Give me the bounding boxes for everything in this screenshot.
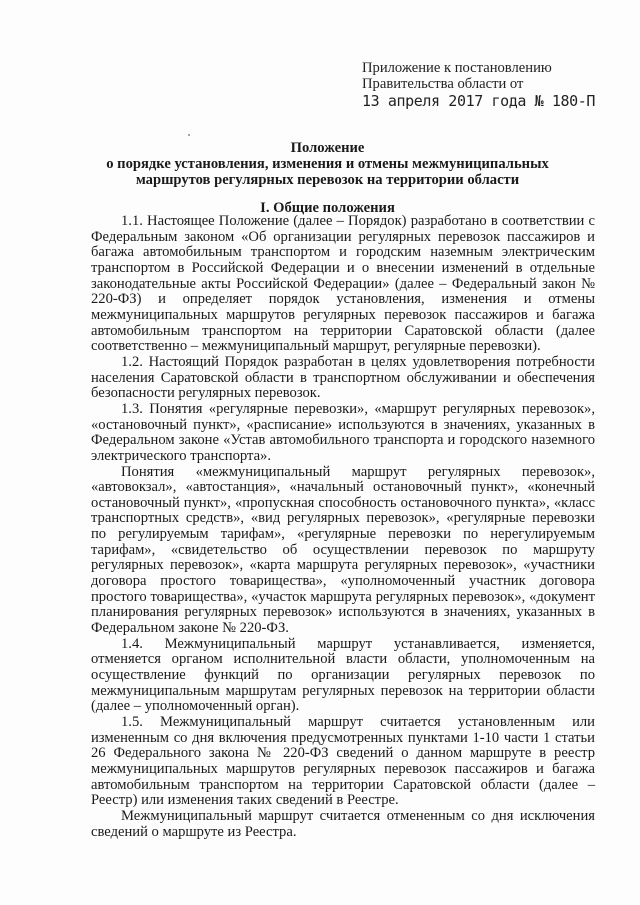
- annex-line-2: Правительства области от: [362, 76, 524, 92]
- annex-date-number: 13 апреля 2017 года № 180-П: [362, 92, 596, 110]
- scan-speck: [188, 134, 190, 136]
- paragraph-1-3: 1.3. Понятия «регулярные перевозки», «маршрут регулярных перевозок», «остановочный пункт», «расписание» используются в значениях, указанных в Федеральном законе «Устав автомобильного транспорта и городского наземного электрического транспорта».: [91, 400, 595, 464]
- paragraph-1-3-cont: Понятия «межмуниципальный маршрут регулярных перевозок», «автовокзал», «автостанция», «начальный остановочный пункт», «конечный остановочный пункт», «пропускная способность остановочного пункта», «класс транспортных средств», «вид регулярных перевозок», «регулярные перевозки по регулируемым тарифам», «регулярные перевозки по нерегулируемым тарифам», «свидетельство об осуществлении перевозок по маршруту регулярных перевозок», «карта маршрута регулярных перевозок», «участники договора простого товарищества», «уполномоченный участник договора простого товарищества», «участок маршрута регулярных перевозок», «документ планирования регулярных перевозок» используются в значениях, указанных в Федеральном законе № 220-ФЗ.: [91, 463, 595, 637]
- paragraph-1-1: 1.1. Настоящее Положение (далее – Порядок) разработано в соответствии с Федеральным законом «Об организации регулярных перевозок пассажиров и багажа автомобильным транспортом и городским наземным электрическим транспортом в Российской Федерации и о внесении изменений в отдельные законодательные акты Российской Федерации» (далее – Федеральный закон № 220-ФЗ) и определяет порядок установления, изменения и отмены межмуниципальных маршрутов регулярных перевозок пассажиров и багажа автомобильным транспортом на территории Саратовской области (далее соответственно – межмуниципальный маршрут, регулярные перевозки).: [91, 213, 595, 355]
- paragraph-1-5: 1.5. Межмуниципальный маршрут считается установленным или измененным со дня включения предусмотренных пунктами 1-10 части 1 статьи 26 Федерального закона № 220-ФЗ сведений о данном маршруте в реестр межмуниципальных маршрутов регулярных перевозок пассажиров и багажа автомобильным транспортом на территории Саратовской области (далее – Реестр) или изменения таких сведений в Реестре.: [91, 714, 595, 809]
- paragraph-1-2: 1.2. Настоящий Порядок разработан в целях удовлетворения потребности населения Саратовской области в транспортном обслуживании и обеспечения безопасности регулярных перевозок.: [91, 353, 595, 402]
- title-line-1: Положение: [290, 140, 365, 156]
- paragraph-1-5-cont: Межмуниципальный маршрут считается отмененным со дня исключения сведений о маршруте из Реестра.: [91, 807, 595, 840]
- title-line-3: маршрутов регулярных перевозок на территории области: [135, 172, 520, 188]
- section-heading: I. Общие положения: [260, 200, 395, 216]
- paragraph-1-4: 1.4. Межмуниципальный маршрут устанавливается, изменяется, отменяется органом исполнительной власти области, уполномоченным на осуществление функций по организации регулярных перевозок по межмуниципальным маршрутам регулярных перевозок на территории области (далее – уполномоченный орган).: [91, 635, 595, 715]
- document-title: [60, 140, 595, 188]
- title-line-2: о порядке установления, изменения и отмены межмуниципальных: [106, 156, 549, 172]
- annex-header: [362, 60, 595, 109]
- document-body: [91, 214, 595, 840]
- annex-line-1: Приложение к постановлению: [362, 60, 552, 76]
